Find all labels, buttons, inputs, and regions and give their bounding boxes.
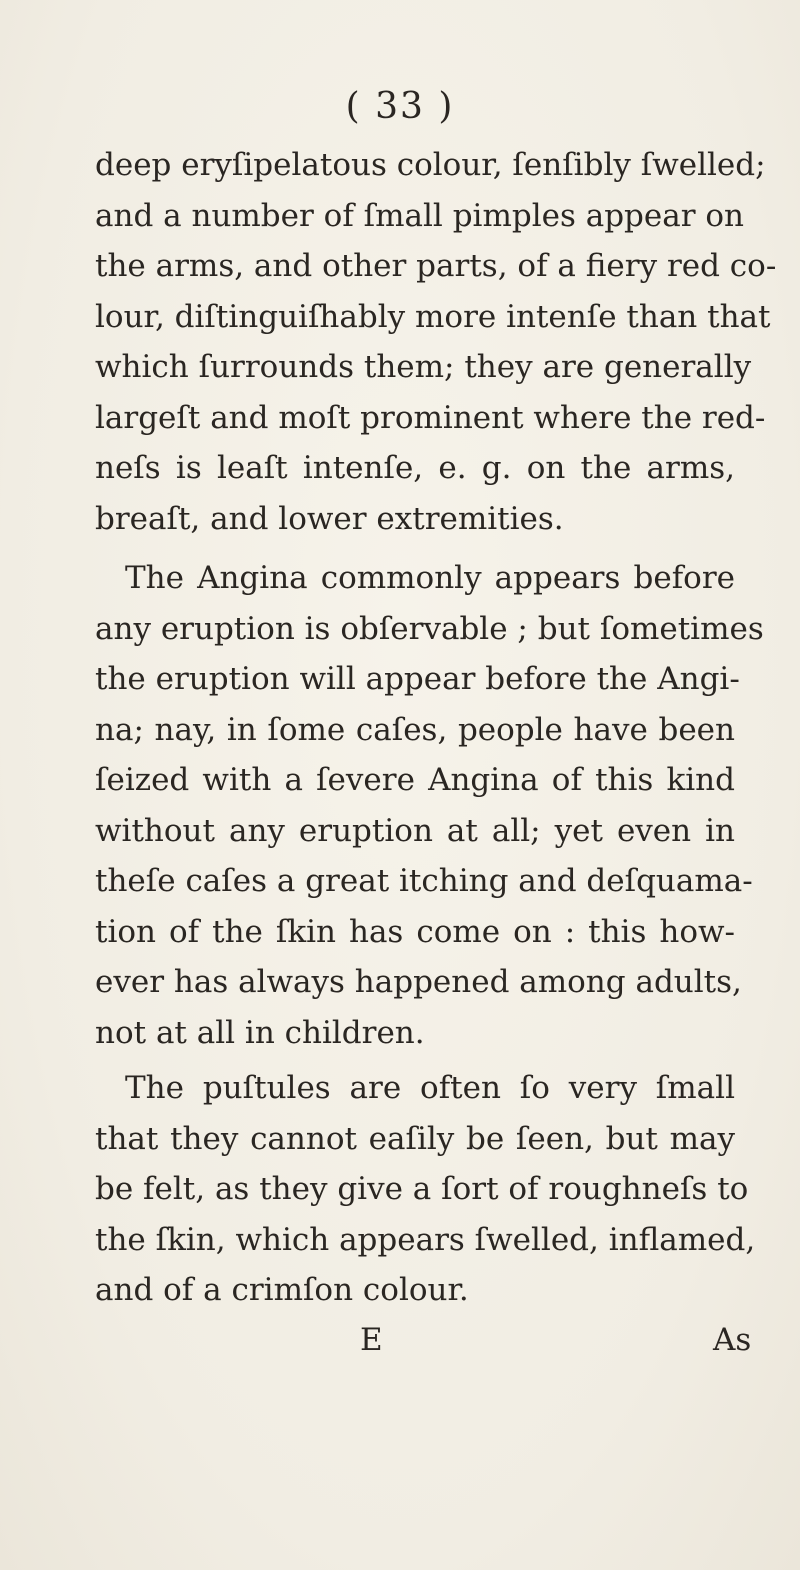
text-line: neſs is leaſt intenſe, e. g. on the arms, xyxy=(95,450,735,486)
text-line: the arms, and other parts, of a fiery red co- xyxy=(95,248,777,284)
text-line: which ſurrounds them; they are generally xyxy=(95,349,752,385)
text-line: lour, diſtinguiſhably more intenſe than that xyxy=(95,298,771,335)
text-line: be felt, as they give a ſort of roughneſs to xyxy=(95,1171,749,1207)
text-line: ſeized with a ſevere Angina of this kind xyxy=(95,762,735,798)
text-line: and of a crimſon colour. xyxy=(95,1272,469,1308)
text-line: na; nay, in ſome caſes, people have been xyxy=(95,711,735,748)
text-line: the eruption will appear before the Angi- xyxy=(95,661,740,697)
text-line: that they cannot eaſily be ſeen, but may xyxy=(95,1120,735,1157)
text-line: theſe caſes a great itching and deſquama- xyxy=(95,863,753,899)
text-line: The Angina commonly appears before xyxy=(125,560,735,596)
signature-mark: E xyxy=(360,1322,383,1358)
text-line: ever has always happened among adults, xyxy=(95,964,742,1000)
text-line: breaſt, and lower extremities. xyxy=(95,500,564,537)
text-line: and a number of ſmall pimples appear on xyxy=(95,197,745,234)
paragraph-2 xyxy=(95,553,764,1058)
paragraph-3 xyxy=(95,1063,756,1316)
text-line: The puſtules are often ſo very ſmall xyxy=(125,1070,735,1106)
page-number: ( 33 ) xyxy=(345,86,455,127)
catchword: As xyxy=(713,1322,752,1358)
text-line: deep eryſipelatous colour, ſenſibly ſwelled; xyxy=(95,147,766,183)
text-line: any eruption is obſervable ; but ſometimes xyxy=(95,610,764,647)
text-line: largeſt and moſt prominent where the red- xyxy=(95,399,766,436)
paragraph-1 xyxy=(95,140,777,544)
text-line: tion of the ſkin has come on : this how- xyxy=(95,913,735,950)
text-line: the ſkin, which appears ſwelled, inflamed, xyxy=(95,1221,756,1258)
text-line: not at all in children. xyxy=(95,1014,425,1051)
text-line: without any eruption at all; yet even in xyxy=(95,812,735,849)
